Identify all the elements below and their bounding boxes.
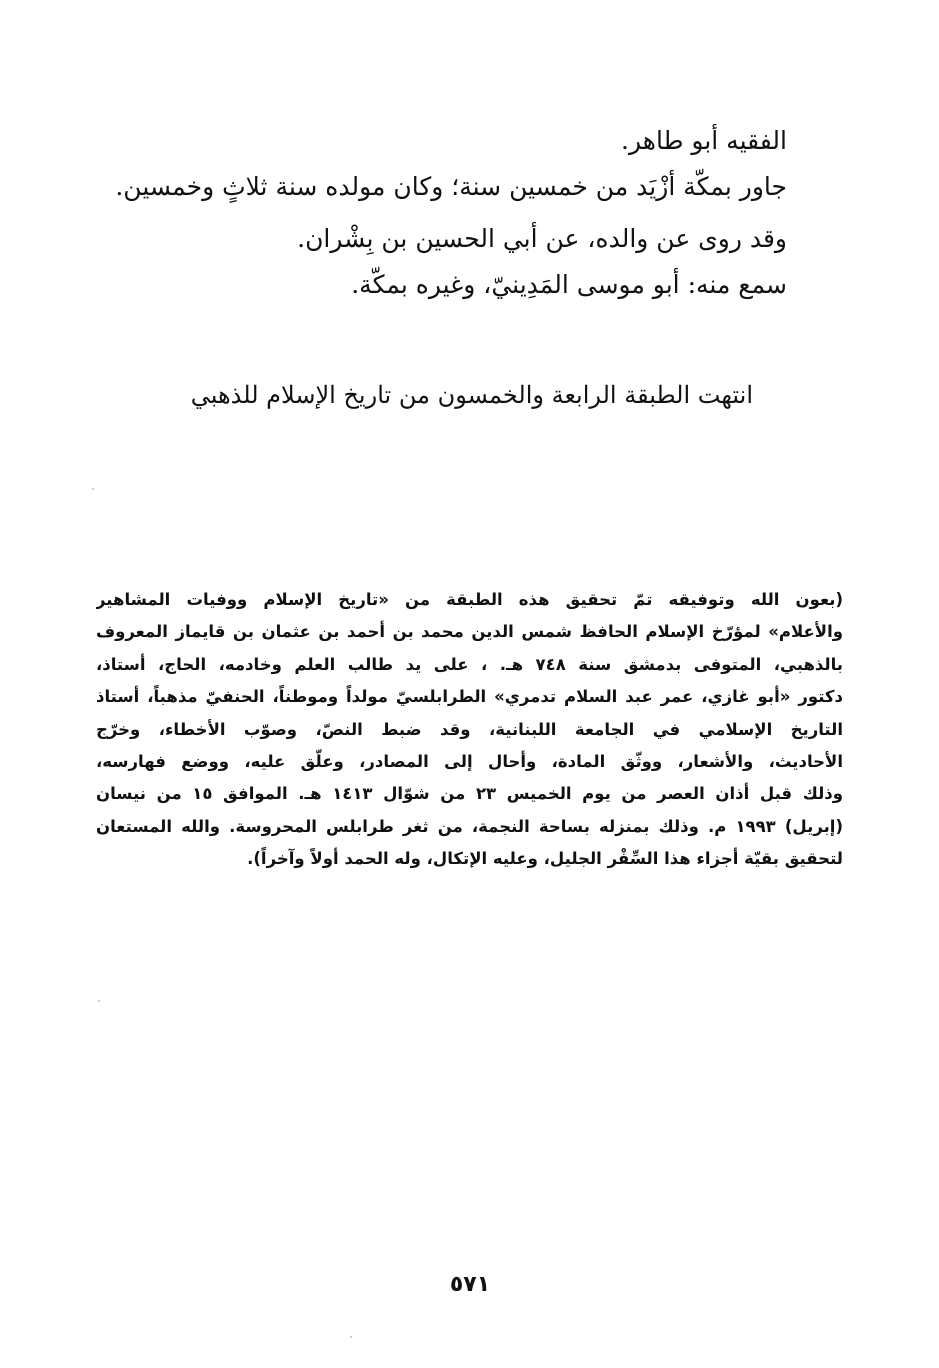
- colophon-line: التاريخ الإسلامي في الجامعة اللبنانية، وقد ضبط النصّ، وصوّب الأخطاء، وخرّج: [96, 719, 843, 739]
- colophon-line: والأعلام» لمؤرّخ الإسلام الحافظ شمس الدين محمد بن أحمد بن عثمان بن قايماز المعروف: [96, 622, 843, 642]
- scan-speck: [92, 488, 94, 490]
- closing-title: انتهت الطبقة الرابعة والخمسون من تاريخ الإسلام للذهبي: [190, 381, 753, 409]
- entry-line: سمع منه: أبو موسى المَدِينيّ، وغيره بمكّة.: [351, 270, 787, 299]
- colophon-line: دكتور «أبو غازي، عمر عبد السلام تدمري» الطرابلسيّ مولداً وموطناً، الحنفيّ مذهباً، أستاذ: [96, 687, 843, 707]
- colophon-line: (بعون الله وتوفيقه تمّ تحقيق هذه الطبقة من «تاريخ الإسلام ووفيات المشاهير: [96, 590, 843, 609]
- colophon-line: بالذهبي، المتوفى بدمشق سنة ٧٤٨ هـ. ، على يد طالب العلم وخادمه، الحاج، أستاذ،: [96, 654, 843, 674]
- scan-speck: [350, 1336, 352, 1338]
- colophon-line: (إبريل) ١٩٩٣ م. وذلك بمنزله بساحة النجمة، من ثغر طرابلس المحروسة. والله المستعان: [96, 816, 843, 836]
- entry-line: جاور بمكّة أزْيَد من خمسين سنة؛ وكان مولده سنة ثلاثٍ وخمسين.: [115, 172, 787, 201]
- page-number: ٥٧١: [449, 1272, 491, 1297]
- colophon-line: لتحقيق بقيّة أجزاء هذا السِّفْر الجليل، وعليه الإتكال، وله الحمد أولاً وآخراً).: [247, 849, 843, 869]
- entry-line: وقد روى عن والده، عن أبي الحسين بن بِشْران.: [297, 224, 787, 253]
- scan-speck: [98, 1000, 100, 1002]
- colophon-paragraph: [96, 584, 843, 876]
- colophon-line: وذلك قبل أذان العصر من يوم الخميس ٢٣ من شوّال ١٤١٣ هـ. الموافق ١٥ من نيسان: [96, 784, 843, 804]
- entry-line: الفقيه أبو طاهر.: [621, 126, 787, 155]
- colophon-line: الأحاديث، والأشعار، ووثّق المادة، وأحال إلى المصادر، وعلّق عليه، ووضع فهارسه،: [96, 751, 843, 771]
- biography-entry: [87, 118, 787, 308]
